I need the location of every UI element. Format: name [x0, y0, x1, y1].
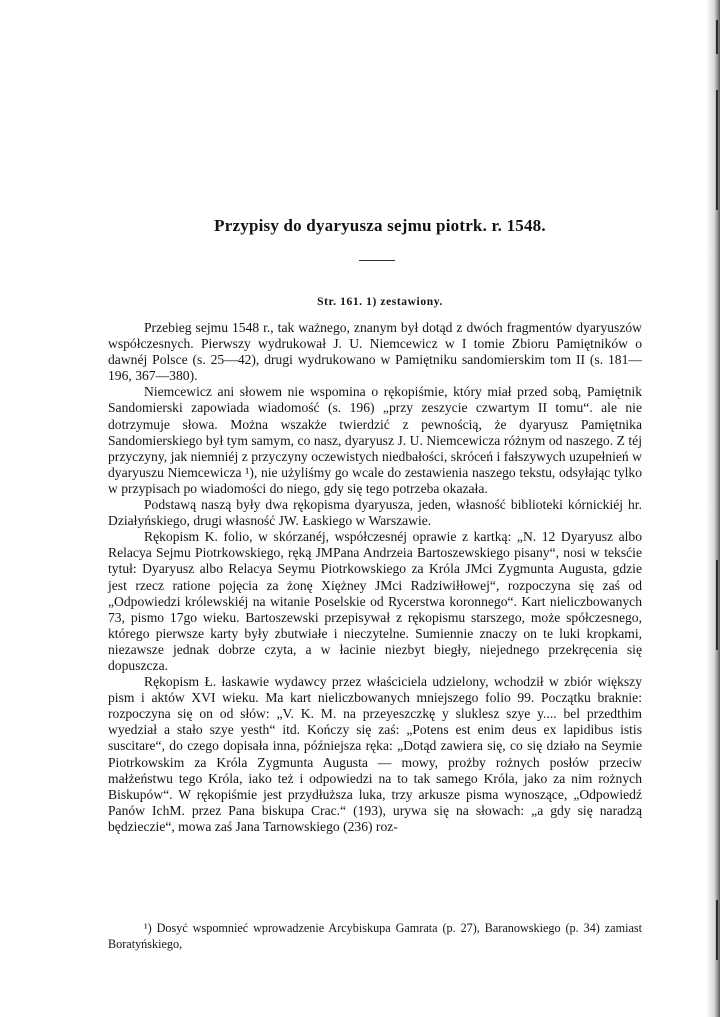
paragraph: Rękopism K. folio, w skórzanéj, współczesnéj oprawie z kartką: „N. 12 Dyaryusz albo Relacya Sejmu Piotrkowskiego, ręką JMPana Andrzeia Bartoszewskiego pisany“, nosi w teksćie tytuł: Dyaryusz albo Relacya Seymu Piotrkowskiego za Króla JMci Zygmunta Augusta, gdzie jest rzecz ratione pojęcia za żonę Xiężney JMci Radziwiłłowej“, rozpoczyna się zaś od „Odpowiedzi królewskiéj na witanie Poselskie od Rycerstwa koronnego“. Kart nieliczbowanych 73, pismo 17go wieku. Bartoszewski przepisywał z rękopismu starszego, może spółczesnego, którego pierwsze karty były zbutwiałe i nieczytelne. Sumiennie znaczy on te luki kropkami, niezawsze jednak dobrze czyta, a w łacinie niezbyt biegły, niejednego przekręcenia się dopuszcza.: [108, 529, 642, 673]
edge-mark: [716, 90, 718, 210]
footnote: [108, 921, 642, 952]
footnote-text: ¹) Dosyć wspomnieć wprowadzenie Arcybiskupa Gamrata (p. 27), Baranowskiego (p. 34) zamiast Boratyńskiego,: [108, 921, 642, 951]
body-text: [108, 320, 642, 835]
edge-mark: [716, 900, 718, 960]
paragraph: Niemcewicz ani słowem nie wspomina o rękopiśmie, który miał przed sobą, Pamiętnik Sandomierski zapowiada wiadomość (s. 196) „przy zeszycie czwartym II tomu“. ale nie dotrzymuje słowa. Można wszakże twierdzić z pewnością, że dyaryusz Pamiętnika Sandomierskiego był tym samym, co nasz, dyaryusz J. U. Niemcewicza różnym od naszego. Z téj przyczyny, jak niemniéj z przyczyny oczewistych niedbałości, skróceń i fałszywych uzupełnień w dyaryuszu Niemcewicza ¹), nie użyliśmy go wcale do zestawienia naszego tekstu, odsyłając tylko w przypisach po wiadomości do niego, gdy się tego potrzeba okazała.: [108, 384, 642, 496]
scan-edge-shadow: [706, 0, 720, 1017]
title-rule: [359, 260, 395, 261]
paragraph: Rękopism Ł. łaskawie wydawcy przez właściciela udzielony, wchodził w zbiór większy pism i aktów XVI wieku. Ma kart nieliczbowanych mniejszego folio 99. Początku braknie: rozpoczyna się on od słów: „V. K. M. na przeyeszczkę y sluklesz szye y.... bel przedthim wyedział a stało szye yesth“ itd. Kończy się zaś: „Potens est enim deus ex lapidibus istis suscitare“, do czego dopisała inna, późniejsza ręka: „Dotąd zawiera się, co się działo na Seymie Piotrkowskim za Króla Zygmunta Augusta — mowy, prożby rożnych posłów przeciw małżeństwu tego Króla, iako też i odpowiedzi na to tak samego Króla, jako za nim rożnych Biskupów“. W rękopiśmie jest przydłuższa luka, trzy arkusze pisma wynoszące, „Odpowiedź Panów IchM. przez Pana biskupa Crac.“ (193), urywa się na słowach: „a gdy się naradzą będzieczie“, mowa zaś Jana Tarnowskiego (236) roz-: [108, 674, 642, 834]
section-heading: Str. 161. 1) zestawiony.: [317, 296, 443, 308]
edge-mark: [716, 20, 718, 54]
edge-mark: [716, 560, 718, 650]
paragraph: Podstawą naszą były dwa rękopisma dyaryusza, jeden, własność biblioteki kórnickiéj hr. Działyńskiego, drugi własność JW. Łaskiego w Warszawie.: [108, 497, 642, 529]
paragraph: Przebieg sejmu 1548 r., tak ważnego, znanym był dotąd z dwóch fragmentów dyaryuszów współczesnych. Pierwszy wydrukował J. U. Niemcewicz w I tomie Zbioru Pamiętników o dawnéj Polsce (s. 25—42), drugi wydrukowano w Pamiętniku sandomierskim tom II (s. 181—196, 367—380).: [108, 320, 642, 384]
page-title: Przypisy do dyaryusza sejmu piotrk. r. 1548.: [214, 216, 546, 235]
